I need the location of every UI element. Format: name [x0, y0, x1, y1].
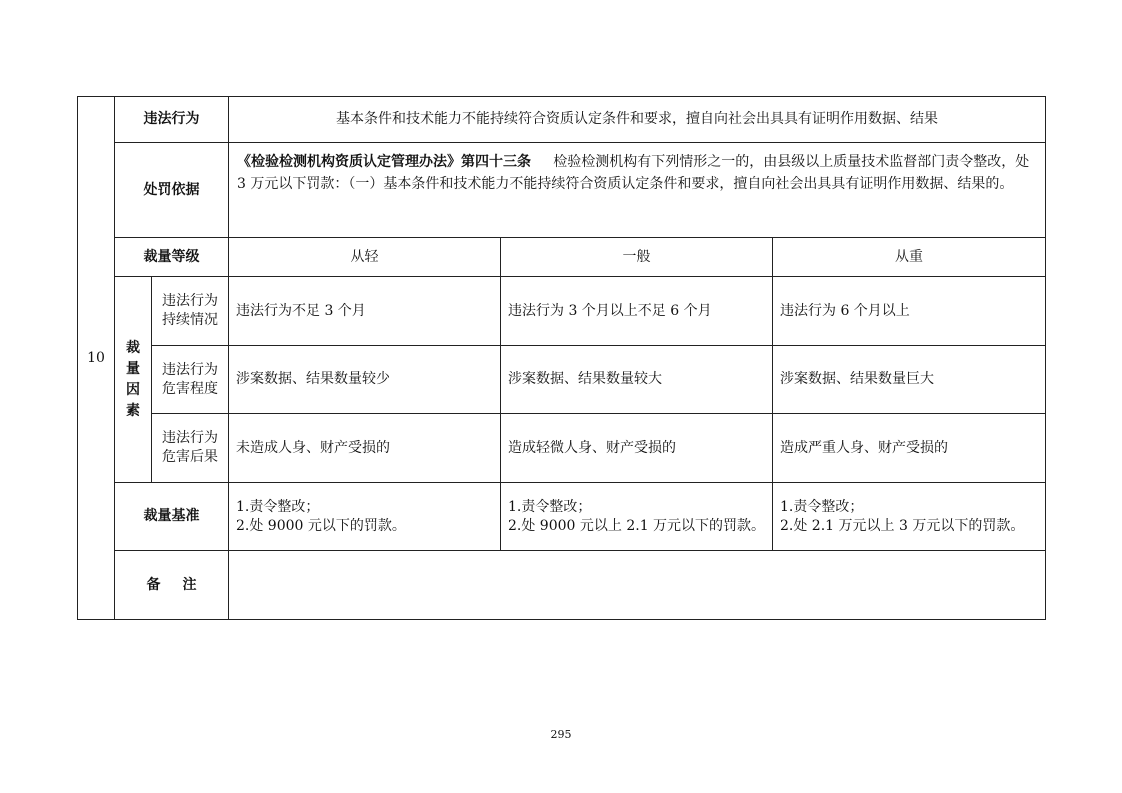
- violation-row: [78, 97, 1046, 143]
- factor-cell: 涉案数据、结果数量较大: [501, 346, 773, 414]
- penalty-basis-label: 处罚依据: [115, 143, 229, 238]
- discretion-standard-row: [78, 483, 1046, 551]
- violation-text: 基本条件和技术能力不能持续符合资质认定条件和要求，擅自向社会出具具有证明作用数据、结果: [229, 97, 1046, 143]
- level-normal: 一般: [501, 238, 773, 277]
- remarks-label: 备注: [115, 551, 229, 620]
- discretion-table: [77, 96, 1046, 620]
- factor-cell: 未造成人身、财产受损的: [229, 414, 501, 483]
- page-number: 295: [550, 728, 572, 741]
- factor-row-duration: [78, 277, 1046, 346]
- factor-cell: 违法行为不足 3 个月: [229, 277, 501, 346]
- standard-cell: 1.责令整改； 2.处 2.1 万元以上 3 万元以下的罚款。: [773, 483, 1046, 551]
- factor-cell: 涉案数据、结果数量较少: [229, 346, 501, 414]
- violation-label: 违法行为: [115, 97, 229, 143]
- factor-row-harm-consequence: [78, 414, 1046, 483]
- penalty-basis-row: [78, 143, 1046, 238]
- level-light: 从轻: [229, 238, 501, 277]
- remarks-text: [229, 551, 1046, 620]
- factor-cell: 违法行为 3 个月以上不足 6 个月: [501, 277, 773, 346]
- discretion-standard-label: 裁量基准: [115, 483, 229, 551]
- row-number: 10: [78, 97, 115, 620]
- factor-row-harm-degree: [78, 346, 1046, 414]
- regulation-title: 《检验检测机构资质认定管理办法》第四十三条: [237, 154, 531, 170]
- regulation-text: 检验检测机构有下列情形之一的，由县级以上质量技术监督部门责令整改，处 3 万元以下罚款：（一）基本条件和技术能力不能持续符合资质认定条件和要求，擅自向社会出具具有证明作用数据、结果的。: [237, 154, 1030, 192]
- standard-cell: 1.责令整改； 2.处 9000 元以上 2.1 万元以下的罚款。: [501, 483, 773, 551]
- factor-name: 违法行为 危害后果: [152, 414, 229, 483]
- factor-cell: 造成轻微人身、财产受损的: [501, 414, 773, 483]
- discretion-level-label: 裁量等级: [115, 238, 229, 277]
- discretion-level-row: [78, 238, 1046, 277]
- factor-name: 违法行为 持续情况: [152, 277, 229, 346]
- discretion-factors-label: 裁 量 因 素: [115, 277, 152, 483]
- level-heavy: 从重: [773, 238, 1046, 277]
- factor-cell: 违法行为 6 个月以上: [773, 277, 1046, 346]
- standard-cell: 1.责令整改； 2.处 9000 元以下的罚款。: [229, 483, 501, 551]
- factor-cell: 涉案数据、结果数量巨大: [773, 346, 1046, 414]
- remarks-row: [78, 551, 1046, 620]
- factor-name: 违法行为 危害程度: [152, 346, 229, 414]
- penalty-basis-content: [229, 143, 1046, 238]
- factor-cell: 造成严重人身、财产受损的: [773, 414, 1046, 483]
